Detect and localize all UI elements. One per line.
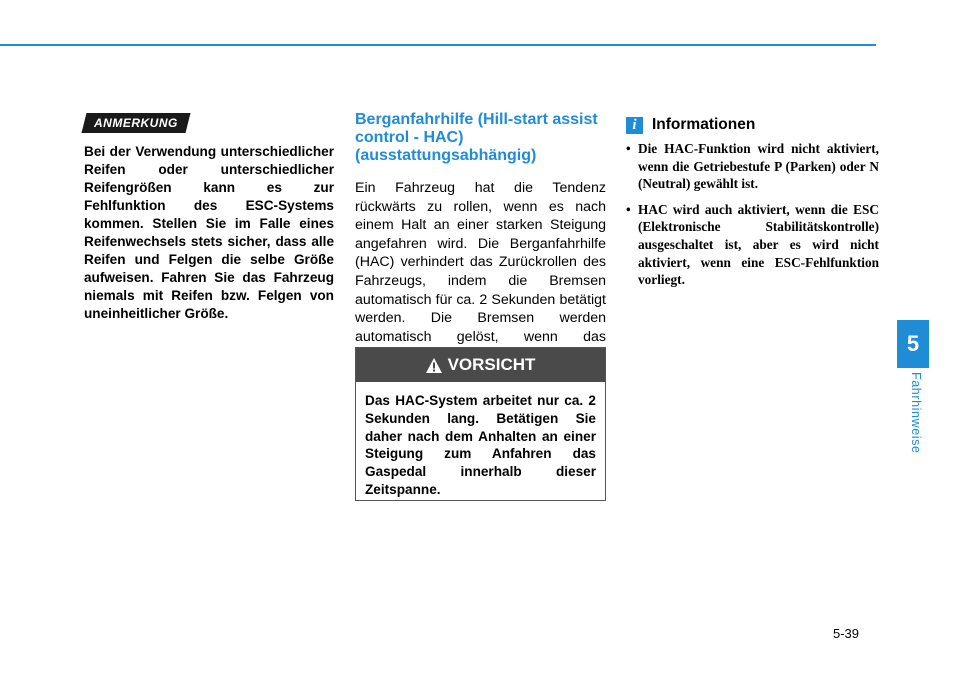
section-body: Ein Fahrzeug hat die Tendenz rückwärts zu rollen, wenn es nach einem Halt an einer starken Steigung angefahren wird. Die Berganfahrhilfe (HAC) verhindert das Zurückrollen des Fahrzeugs, indem die Bremsen automatisch für ca. 2 Sekunden betätigt werden. Die Bremsen werden automatisch gelöst, wenn das — [355, 180, 606, 345]
caution-title: VORSICHT — [447, 355, 536, 374]
list-item — [626, 140, 879, 193]
list-item — [626, 201, 879, 289]
list-item-text: HAC wird auch aktiviert, wenn die ESC (Elektronische Stabilitätskontrolle) ausgeschaltet ist, aber es wird nicht aktiviert, wenn eine ESC-Fehlfunktion vorliegt. — [638, 201, 879, 288]
list-item-text: Die HAC-Funktion wird nicht aktiviert, wenn die Getriebestufe P (Parken) oder N (Neutral) gewählt ist. — [638, 141, 879, 192]
info-column — [626, 116, 879, 297]
bullet: • — [626, 201, 631, 217]
info-header — [626, 116, 879, 134]
caution-text: Das HAC-System arbeitet nur ca. 2 Sekunden lang. Betätigen Sie daher nach dem Anhalten an einer Steigung zum Anfahren das Gaspedal innerhalb dieser Zeitspanne. — [365, 393, 596, 497]
caution-header — [356, 348, 605, 382]
note-badge — [82, 113, 191, 133]
info-title: Informationen — [652, 116, 756, 133]
chapter-label: Fahrhinweise — [909, 372, 923, 454]
page-number: 5-39 — [833, 626, 860, 641]
chapter-tab: 5 — [897, 320, 929, 368]
section-title: Berganfahrhilfe (Hill-start assist control - HAC) (ausstattungsabhängig) — [355, 111, 598, 164]
note-column — [84, 113, 334, 323]
warning-icon — [426, 358, 442, 373]
top-rule — [0, 44, 876, 46]
hac-section — [355, 111, 606, 365]
info-icon: i — [626, 117, 643, 134]
caution-box — [355, 347, 606, 501]
note-badge-label: ANMERKUNG — [94, 116, 178, 130]
note-text: Bei der Verwendung unterschiedlicher Reifen oder unterschiedlicher Reifengrößen kann es zur Fehlfunktion des ESC-Systems kommen. Stellen Sie im Falle eines Reifenwechsels stets sicher, dass alle Reifen und Felgen die selbe Größe aufweisen. Fahren Sie das Fahrzeug niemals mit Reifen bzw. Felgen von uneinheitlicher Größe. — [84, 144, 334, 321]
info-list — [626, 140, 879, 289]
bullet: • — [626, 141, 631, 156]
